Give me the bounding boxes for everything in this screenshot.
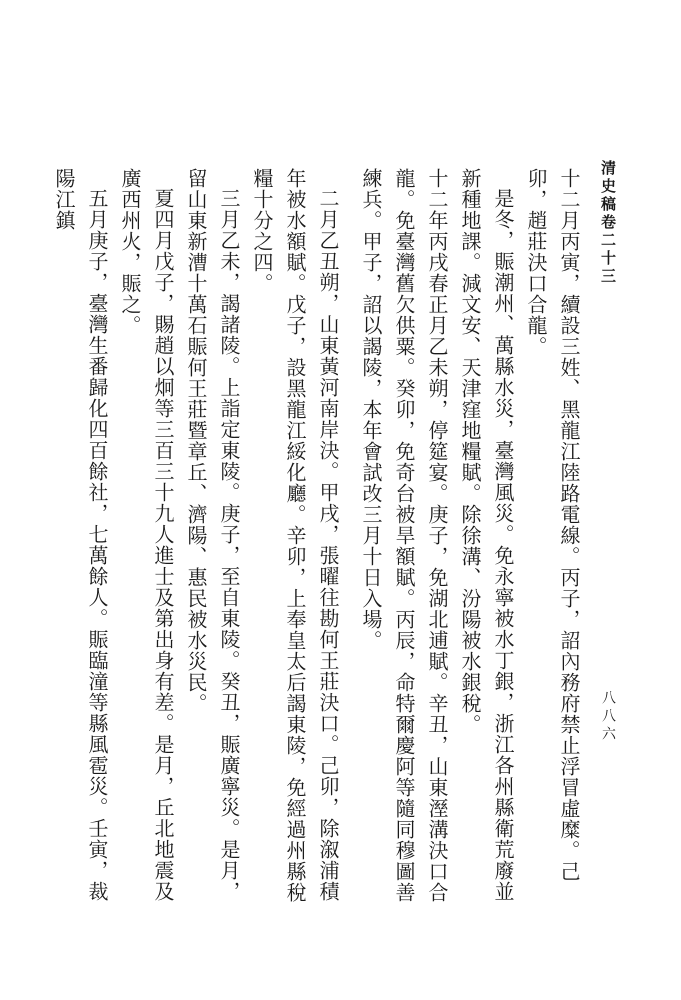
page-number: 八八六 xyxy=(600,690,616,744)
paragraph: 三月乙未，謁諸陵。上詣定東陵。庚子，至自東陵。癸丑，賑廣寧災。是月，留山東新漕十萬石賑何王莊暨章丘、濟陽、惠民被水災民。 xyxy=(184,168,241,902)
paragraph: 二月乙丑朔，山東黃河南岸決。甲戌，張曜往勘何王莊決口。己卯，除溆浦積年被水額賦。戊子，設黑龍江綏化廳。辛卯，上奉皇太后謁東陵，免經過州縣稅糧十分之四。 xyxy=(250,168,340,903)
paragraph: 十二年丙戌春正月乙未朔，停筵宴。庚子，免湖北逋賦。辛丑，山東溼溝決口合龍。免臺灣舊欠供粟。癸卯，免奇台被旱額賦。丙辰，命特爾慶阿等隨同穆圖善練兵。甲子，詔以謁陵，本年會試改三月十日入場。 xyxy=(359,168,449,903)
paragraph: 十二月丙寅，續設三姓、黑龍江陸路電線。丙子，詔內務府禁止浮冒虛糜。己卯，趙莊決口合龍。 xyxy=(524,168,581,882)
paragraph: 夏四月戊子，賜趙以炯等三百三十九人進士及第出身有差。是月，丘北地震及廣西州火，賑之。 xyxy=(118,168,175,902)
running-header-title: 清史稿卷二十三 xyxy=(599,160,617,286)
paragraph: 是冬，賑潮州、萬縣水災，臺灣風災。免永寧被水丁銀，浙江各州縣衛荒廢並新種地課。減文安、天津窪地糧賦。除徐溝、汾陽被水銀稅。 xyxy=(458,168,515,902)
paragraph: 五月庚子，臺灣生番歸化四百餘社，七萬餘人。賑臨潼等縣風雹災。壬寅，裁陽江鎮 xyxy=(52,168,109,902)
body-text xyxy=(52,168,585,908)
